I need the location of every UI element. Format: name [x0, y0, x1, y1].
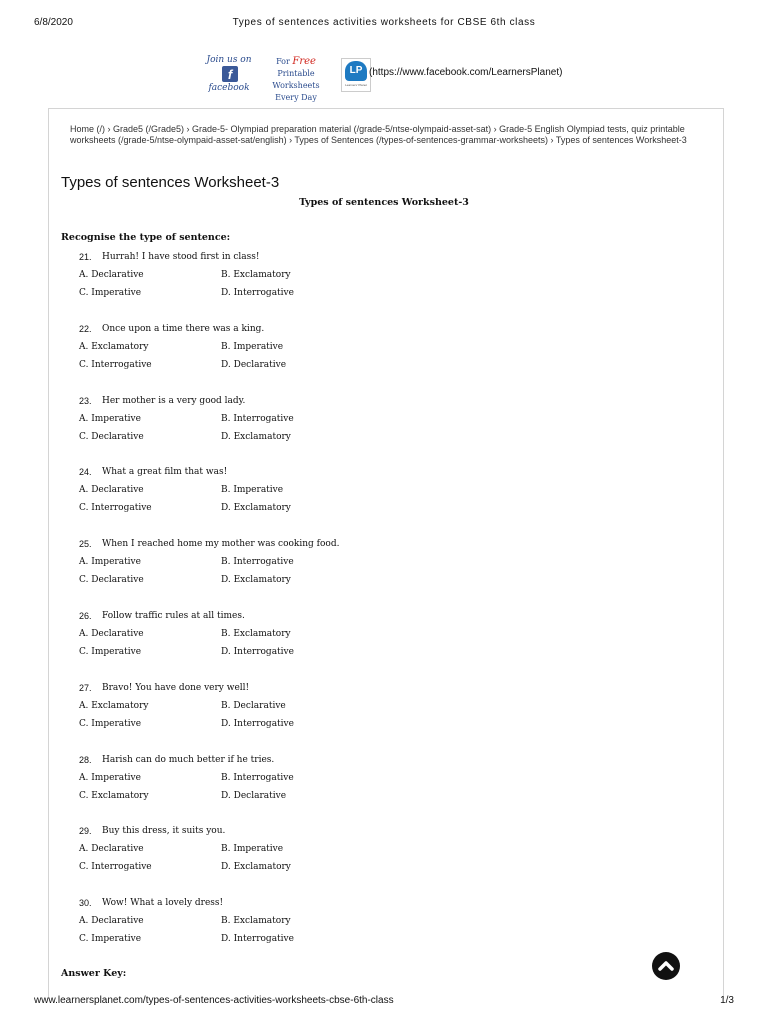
question-number: 28. [79, 755, 92, 765]
worksheet-heading: Types of sentences Worksheet-3 [299, 197, 469, 208]
option-d: D. Declarative [221, 791, 287, 801]
question-number: 30. [79, 898, 92, 908]
option-d: D. Interrogative [221, 647, 294, 657]
question-number: 24. [79, 467, 92, 477]
question-text: Her mother is a very good lady. [102, 396, 246, 406]
instruction-text: Recognise the type of sentence: [61, 232, 231, 243]
option-a: A. Declarative [79, 844, 144, 854]
banner-tagline [253, 56, 339, 104]
option-c: C. Interrogative [79, 862, 152, 872]
question-number: 23. [79, 396, 92, 406]
option-d: D. Exclamatory [221, 862, 291, 872]
question-number: 26. [79, 611, 92, 621]
option-a: A. Imperative [79, 414, 141, 424]
logo-mark-icon: LP [345, 61, 367, 81]
option-b: B. Declarative [221, 701, 286, 711]
option-d: D. Interrogative [221, 934, 294, 944]
option-b: B. Exclamatory [221, 916, 291, 926]
facebook-icon: f [222, 66, 238, 82]
facebook-url-link[interactable]: (https://www.facebook.com/LearnersPlanet) [369, 67, 563, 78]
option-d: D. Exclamatory [221, 432, 291, 442]
question-number: 25. [79, 539, 92, 549]
facebook-text: facebook [208, 83, 250, 93]
every-day-text: Every Day [275, 93, 317, 102]
option-a: A. Declarative [79, 270, 144, 280]
option-c: C. Declarative [79, 432, 144, 442]
join-us-text: Join us on [206, 55, 252, 65]
question-text: Buy this dress, it suits you. [102, 826, 226, 836]
page-title: Types of sentences Worksheet-3 [61, 174, 280, 191]
question-text: Wow! What a lovely dress! [102, 898, 224, 908]
scroll-to-top-button[interactable] [652, 952, 680, 980]
facebook-banner[interactable] [205, 54, 370, 102]
question-number: 29. [79, 826, 92, 836]
option-b: B. Exclamatory [221, 270, 291, 280]
option-c: C. Interrogative [79, 360, 152, 370]
question-item [0, 467, 700, 527]
question-text: Once upon a time there was a king. [102, 324, 265, 334]
question-number: 27. [79, 683, 92, 693]
option-c: C. Exclamatory [79, 791, 149, 801]
option-d: D. Declarative [221, 360, 287, 370]
option-d: D. Exclamatory [221, 503, 291, 513]
option-b: B. Interrogative [221, 773, 294, 783]
question-item [0, 252, 700, 312]
question-number: 22. [79, 324, 92, 334]
option-a: A. Declarative [79, 629, 144, 639]
option-c: C. Imperative [79, 934, 142, 944]
option-b: B. Exclamatory [221, 629, 291, 639]
question-text: Harish can do much better if he tries. [102, 755, 275, 765]
print-date: 6/8/2020 [34, 17, 73, 28]
question-item [0, 539, 700, 599]
question-item [0, 324, 700, 384]
question-number: 21. [79, 252, 92, 262]
question-item [0, 898, 700, 958]
printable-worksheets-text: Printable Worksheets [272, 69, 320, 90]
question-text: Bravo! You have done very well! [102, 683, 250, 693]
option-a: A. Imperative [79, 557, 141, 567]
option-a: A. Imperative [79, 773, 141, 783]
option-a: A. Declarative [79, 916, 144, 926]
option-d: D. Interrogative [221, 288, 294, 298]
for-text: For [276, 57, 290, 66]
question-text: Follow traffic rules at all times. [102, 611, 245, 621]
option-d: D. Exclamatory [221, 575, 291, 585]
option-a: A. Declarative [79, 485, 144, 495]
question-item [0, 826, 700, 886]
option-c: C. Declarative [79, 575, 144, 585]
option-c: C. Imperative [79, 647, 142, 657]
question-item [0, 611, 700, 671]
question-text: Hurrah! I have stood first in class! [102, 252, 260, 262]
logo-caption: Learners' Planet [345, 83, 367, 87]
print-header-title: Types of sentences activities worksheets for CBSE 6th class [232, 17, 536, 28]
option-b: B. Imperative [221, 485, 284, 495]
question-text: When I reached home my mother was cooking food. [102, 539, 340, 549]
option-b: B. Imperative [221, 844, 284, 854]
option-c: C. Interrogative [79, 503, 152, 513]
option-a: A. Exclamatory [79, 701, 149, 711]
breadcrumb[interactable]: Home (/) › Grade5 (/Grade5) › Grade-5- Olympiad preparation material (/grade-5/ntse-olympaid-asset-sat) › Grade-5 English Olympiad tests, quiz printable worksheets (/grade-5/ntse-olympaid-asset-sat/english) › Types of Sentences (/types-of-sentences-grammar-worksheets) › Types of sentences Worksheet-3 [70, 124, 687, 145]
option-c: C. Imperative [79, 719, 142, 729]
answer-key-label: Answer Key: [61, 968, 127, 979]
option-d: D. Interrogative [221, 719, 294, 729]
learners-planet-logo [341, 58, 371, 92]
chevron-up-circle-icon [652, 952, 680, 980]
option-b: B. Interrogative [221, 557, 294, 567]
question-text: What a great film that was! [102, 467, 228, 477]
option-b: B. Interrogative [221, 414, 294, 424]
option-a: A. Exclamatory [79, 342, 149, 352]
question-item [0, 683, 700, 743]
option-c: C. Imperative [79, 288, 142, 298]
free-text: Free [292, 56, 316, 67]
question-item [0, 396, 700, 456]
option-b: B. Imperative [221, 342, 284, 352]
print-footer-url: www.learnersplanet.com/types-of-sentences-activities-worksheets-cbse-6th-class [34, 995, 394, 1006]
question-item [0, 755, 700, 815]
print-page-number: 1/3 [720, 995, 734, 1006]
